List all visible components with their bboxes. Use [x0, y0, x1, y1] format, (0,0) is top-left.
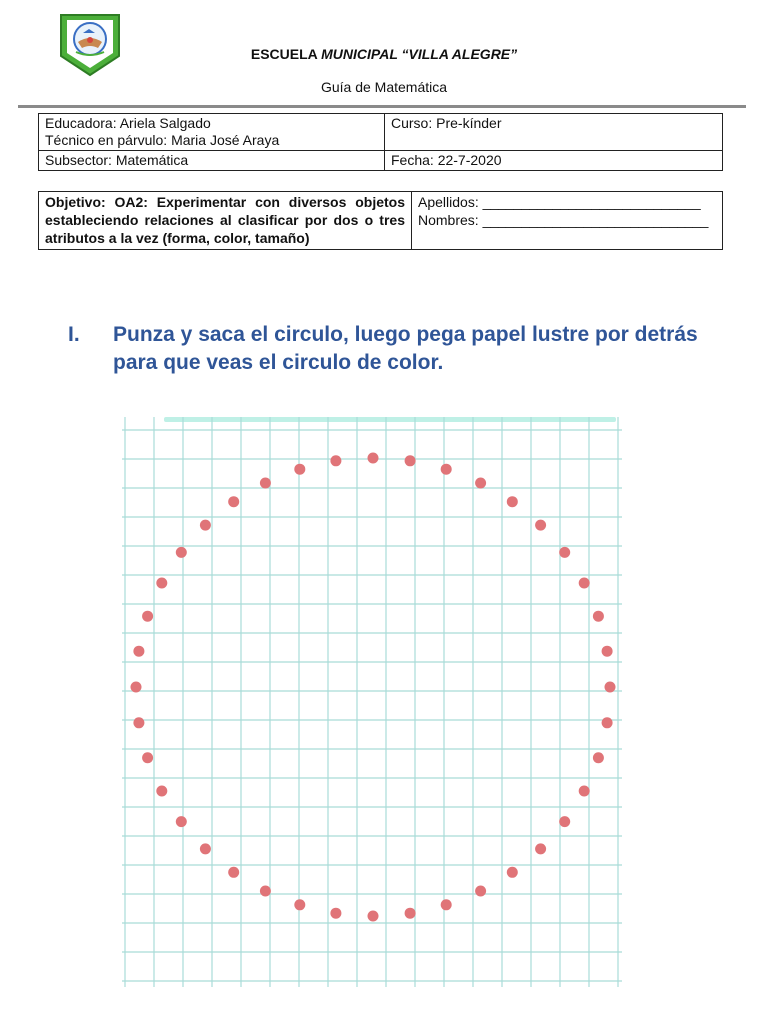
punch-dot — [176, 547, 187, 558]
instruction-text: Punza y saca el circulo, luego pega papel lustre por detrás para que veas el circulo de color. — [113, 323, 698, 374]
curso-cell: Curso: Pre-kínder — [385, 114, 723, 151]
punch-dot — [142, 611, 153, 622]
punch-dot — [559, 547, 570, 558]
punch-dot — [593, 611, 604, 622]
punch-dot — [507, 867, 518, 878]
punch-dot — [330, 908, 341, 919]
punch-dot — [441, 899, 452, 910]
punch-dot — [131, 682, 142, 693]
teacher-cell — [39, 114, 385, 151]
punch-dot — [579, 786, 590, 797]
objective-text: Objetivo: OA2: Experimentar con diversos objetos estableciendo relaciones al clasificar por dos o tres atributos a la vez (forma, color, tamaño) — [39, 192, 412, 250]
info-table — [38, 113, 723, 171]
punch-dot — [228, 496, 239, 507]
punch-dot — [142, 752, 153, 763]
school-title-prefix: ESCUELA — [250, 46, 322, 62]
punch-dot — [593, 752, 604, 763]
punch-dot — [602, 646, 613, 657]
nombres-field[interactable]: Nombres: _____________________________ — [418, 212, 709, 228]
punch-dot — [133, 646, 144, 657]
punch-dot — [156, 786, 167, 797]
punch-dot — [605, 682, 616, 693]
punch-dot — [507, 496, 518, 507]
objective-table — [38, 191, 723, 250]
punch-dot — [475, 478, 486, 489]
punch-dot — [535, 843, 546, 854]
punch-dot — [133, 717, 144, 728]
dotted-circle-grid — [122, 417, 622, 987]
apellidos-field[interactable]: Apellidos: ____________________________ — [418, 194, 701, 210]
instruction-number: I. — [68, 323, 80, 346]
punch-dot — [294, 899, 305, 910]
punch-dot — [559, 816, 570, 827]
grid-top-band — [164, 417, 616, 422]
punch-dot — [260, 478, 271, 489]
punch-dot — [176, 816, 187, 827]
school-title-name: MUNICIPAL “VILLA ALEGRE” — [321, 46, 518, 62]
grid-paper — [122, 417, 622, 987]
punch-dot — [368, 453, 379, 464]
punch-dot — [294, 464, 305, 475]
punch-dot — [535, 520, 546, 531]
worksheet-area — [122, 417, 622, 987]
header-divider — [18, 105, 746, 108]
punch-dot — [200, 843, 211, 854]
punch-dot — [475, 886, 486, 897]
punch-dot — [441, 464, 452, 475]
punch-dot — [602, 717, 613, 728]
punch-dot — [579, 578, 590, 589]
tecnico-text: Técnico en párvulo: Maria José Araya — [45, 132, 280, 148]
punch-dot — [368, 911, 379, 922]
punch-dot — [405, 908, 416, 919]
punch-dot — [260, 886, 271, 897]
punch-dot — [200, 520, 211, 531]
subsector-cell: Subsector: Matemática — [39, 151, 385, 171]
school-title — [0, 46, 768, 62]
guide-subtitle: Guía de Matemática — [320, 79, 448, 95]
punch-dot — [228, 867, 239, 878]
fecha-cell: Fecha: 22-7-2020 — [385, 151, 723, 171]
punch-dot — [405, 455, 416, 466]
punch-dot — [330, 455, 341, 466]
punch-dot — [156, 578, 167, 589]
student-fields-cell — [412, 192, 723, 250]
school-crest-logo — [58, 12, 122, 78]
educadora-text: Educadora: Ariela Salgado — [45, 115, 211, 131]
